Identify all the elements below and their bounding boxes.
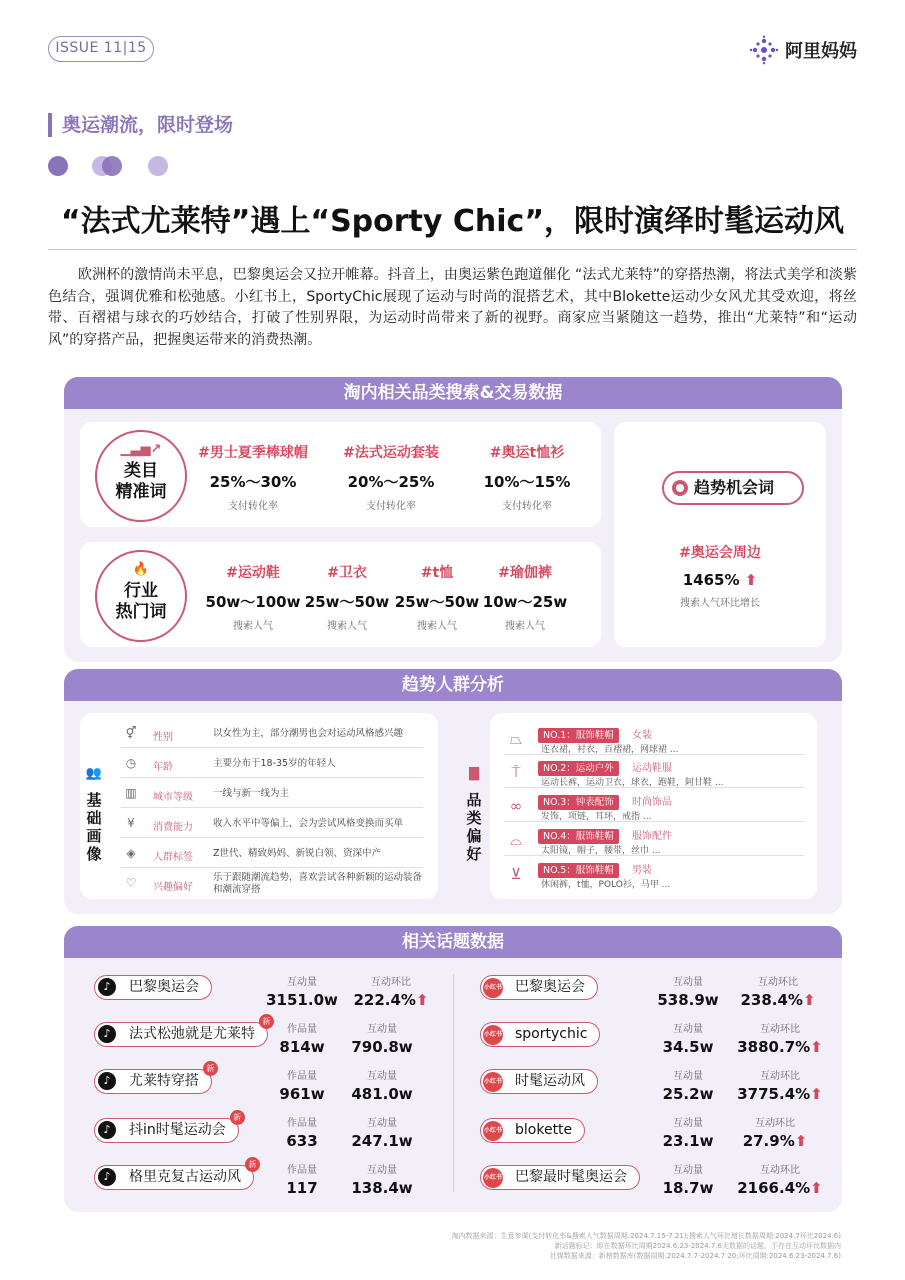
up-arrow-icon: ⬆	[739, 571, 758, 589]
preference-row: ⌓ NO.4：服饰鞋帽 服饰配件 太阳镜，帽子，腰带，丝巾 ...	[504, 826, 804, 856]
xiaohongshu-icon: 小红书	[483, 978, 503, 998]
xiaohongshu-icon: 小红书	[483, 1025, 503, 1045]
douyin-topic-metric-2: 互动量 790.8w	[351, 1024, 413, 1056]
intro-paragraph: 欧洲杯的激情尚未平息，巴黎奥运会又拉开帷幕。抖音上，由奥运紫色跑道催化 “法式尤莱特”的穿搭热潮，将法式美学和淡紫色结合，强调优雅和松弛感。小红书上，SportyChic展现了运动与时尚的混搭艺术，其中Blokette运动少女风尤其受欢迎，将丝带、百褶裙与球衣的巧妙结合，打破了性别界限，为运动时尚带来了新的视野。商家应当紧随这一趋势，推出“尤莱特”和“运动风”的穿搭产品，把握奥运带来的消费热潮。	[48, 267, 857, 348]
xhs-topic-metric-2: 互动环比 2166.4%⬆	[737, 1165, 823, 1197]
new-badge: 新	[230, 1110, 245, 1125]
xiaohongshu-icon: 小红书	[483, 1121, 503, 1141]
gender-icon: ⚥	[125, 726, 137, 740]
xhs-topic-metric-2: 互动环比 3775.4%⬆	[737, 1071, 823, 1103]
xhs-topic-metric-1: 互动量 34.5w	[662, 1024, 714, 1056]
footer-note-2: 新话题标记：即在数据环比周期2024.6.23-2024.7.6无数据的话题，不存在互动环比数据内	[554, 1242, 841, 1250]
douyin-topic-metric-1: 作品量 633	[286, 1118, 318, 1150]
new-badge: 新	[203, 1061, 218, 1076]
xhs-topic-pill: 小红书 blokette	[480, 1118, 585, 1143]
profile-row: ♡ 兴趣偏好 乐于跟随潮流趋势，喜欢尝试各种新颖的运动装备和潮流穿搭	[121, 868, 423, 898]
douyin-icon: ♪	[98, 1121, 116, 1139]
xhs-topic-pill: 小红书 巴黎最时髦奥运会	[480, 1165, 640, 1190]
people-icon: 👥	[85, 766, 103, 781]
preference-row: ⍑ NO.2：运动户外 运动鞋服 运动长裤，运动卫衣，球衣，跑鞋，阿甘鞋 ...	[504, 758, 804, 788]
topic-divider	[453, 974, 454, 1192]
page-title: “法式尤莱特”遇上“Sporty Chic”，限时演绎时髦运动风	[60, 204, 845, 239]
profile-row: ¥ 消费能力 收入水平中等偏上，会为尝试风格变换而买单	[121, 808, 423, 838]
douyin-icon: ♪	[98, 1072, 116, 1090]
brand-logo	[749, 35, 857, 65]
category-word-2: #法式运动套装 20%～25% 支付转化率	[343, 445, 439, 512]
xhs-topic-pill: 小红书 巴黎奥运会	[480, 975, 598, 1000]
xhs-topic-pill: 小红书 时髦运动风	[480, 1069, 598, 1094]
industry-word-1: #运动鞋 50w～100w 搜索人气	[205, 565, 301, 632]
profile-row: ▥ 城市等级 一线与新一线为主	[121, 778, 423, 808]
yen-icon: ¥	[127, 816, 135, 830]
up-arrow-icon: ⬆	[802, 991, 816, 1009]
douyin-topic-metric-2: 互动量 247.1w	[351, 1118, 413, 1150]
growth-chart-icon: ▁▃▅↗	[120, 442, 162, 457]
douyin-icon: ♪	[98, 1168, 116, 1186]
douyin-topic-metric-1: 作品量 117	[286, 1165, 318, 1197]
target-icon	[672, 480, 688, 496]
audience-panel-title: 趋势人群分析	[64, 669, 842, 701]
industry-words-label: 🔥 行业 热门词	[95, 550, 187, 642]
douyin-topic-pill: ♪ 巴黎奥运会	[94, 975, 212, 1000]
xhs-topic-metric-2: 互动环比 238.4%⬆	[740, 977, 816, 1009]
douyin-topic-metric-2: 互动环比 222.4%⬆	[353, 977, 429, 1009]
douyin-topic-pill: ♪ 尤莱特穿搭 新	[94, 1069, 212, 1094]
hat-icon: ⌓	[510, 831, 522, 849]
new-badge: 新	[259, 1014, 274, 1029]
footer-note-1: 淘内数据来源：生意参谋(支付转化率&搜索人气数据周期:2024.7.15-7.21);搜索人气环比增长数据周期:2024.7环比2024.6)	[451, 1232, 841, 1240]
category-word-3: #奥运t恤衫 10%～15% 支付转化率	[483, 445, 571, 512]
profile-row: ◷ 年龄 主要分布于18-35岁的年轻人	[121, 748, 423, 778]
douyin-topic-metric-1: 作品量 814w	[279, 1024, 325, 1056]
up-arrow-icon: ⬆	[810, 1085, 823, 1103]
decorative-dots	[48, 154, 178, 178]
section-tag: 奥运潮流，限时登场	[48, 113, 233, 137]
brand-name: 阿里妈妈	[785, 41, 857, 62]
industry-word-3: #t恤 25w～50w 搜索人气	[394, 565, 480, 632]
heart-icon: ♡	[125, 876, 137, 890]
douyin-icon: ♪	[98, 1025, 116, 1043]
douyin-topic-metric-2: 互动量 138.4w	[351, 1165, 413, 1197]
profile-row: ◈ 人群标签 Z世代、精致妈妈、新锐白领、资深中产	[121, 838, 423, 868]
new-badge: 新	[245, 1157, 260, 1172]
vest-icon: ⊻	[510, 865, 522, 883]
alimama-logo-icon	[749, 35, 779, 65]
preference-row: ∞ NO.3：钟表配饰 时尚饰品 发饰，项链，耳环，戒指 ...	[504, 792, 804, 822]
footer-note-3: 社媒数据来源：新榜数据库(数据周期:2024.7.7-2024.7.20;环比周期:2024.6.23-2024.7.6)	[549, 1252, 841, 1260]
douyin-topic-metric-1: 作品量 961w	[279, 1071, 325, 1103]
tag-icon: ◈	[126, 846, 136, 860]
xhs-topic-metric-1: 互动量 23.1w	[662, 1118, 714, 1150]
preference-label: ▇ 品类偏好	[464, 765, 484, 863]
profile-row: ⚥ 性别 以女性为主，部分潮男也会对运动风格感兴趣	[121, 718, 423, 748]
jacket-icon: ⍑	[511, 763, 521, 781]
fire-icon: 🔥	[132, 562, 150, 577]
age-icon: ◷	[125, 756, 137, 770]
xiaohongshu-icon: 小红书	[483, 1072, 503, 1092]
category-word-1: #男士夏季棒球帽 25%～30% 支付转化率	[198, 445, 308, 512]
xhs-topic-metric-1: 互动量 18.7w	[662, 1165, 714, 1197]
topic-panel-title: 相关话题数据	[64, 926, 842, 958]
skirt-icon: ⏢	[509, 730, 522, 748]
profile-label: 👥 基础画像	[85, 766, 103, 863]
search-trade-panel-title: 淘内相关品类搜索&交易数据	[64, 377, 842, 409]
opportunity-label: 趋势机会词	[662, 471, 804, 505]
xiaohongshu-icon: 小红书	[483, 1168, 503, 1188]
city-icon: ▥	[125, 786, 137, 800]
title-divider	[48, 249, 857, 250]
rings-icon: ∞	[509, 797, 523, 815]
up-arrow-icon: ⬆	[810, 1038, 823, 1056]
bar-chart-icon: ▇	[469, 766, 479, 781]
xhs-topic-metric-1: 互动量 25.2w	[662, 1071, 714, 1103]
up-arrow-icon: ⬆	[794, 1132, 808, 1150]
issue-badge: ISSUE 11|15	[48, 36, 154, 62]
douyin-topic-pill: ♪ 抖in时髦运动会 新	[94, 1118, 239, 1143]
industry-word-2: #卫衣 25w～50w 搜索人气	[304, 565, 390, 632]
douyin-topic-metric-1: 互动量 3151.0w	[266, 977, 338, 1009]
opportunity-word: #奥运会周边 1465% ⬆ 搜索人气环比增长	[679, 545, 761, 609]
xhs-topic-metric-2: 互动环比 27.9%⬆	[742, 1118, 808, 1150]
up-arrow-icon: ⬆	[810, 1179, 823, 1197]
xhs-topic-metric-2: 互动环比 3880.7%⬆	[737, 1024, 823, 1056]
douyin-topic-pill: ♪ 法式松弛就是尤莱特 新	[94, 1022, 268, 1047]
up-arrow-icon: ⬆	[415, 991, 429, 1009]
xhs-topic-pill: 小红书 sportychic	[480, 1022, 600, 1047]
preference-row: ⊻ NO.5：服饰鞋帽 男装 休闲裤，t恤，POLO衫，马甲 ...	[504, 860, 804, 890]
douyin-topic-metric-2: 互动量 481.0w	[351, 1071, 413, 1103]
opportunity-card	[614, 422, 826, 647]
xhs-topic-metric-1: 互动量 538.9w	[657, 977, 719, 1009]
douyin-icon: ♪	[98, 978, 116, 996]
category-words-label: ▁▃▅↗ 类目 精准词	[95, 430, 187, 522]
preference-row: ⏢ NO.1：服饰鞋帽 女装 连衣裙，衬衣，百褶裙，网球裙 ...	[504, 725, 804, 755]
douyin-topic-pill: ♪ 格里克复古运动风 新	[94, 1165, 254, 1190]
industry-word-4: #瑜伽裤 10w～25w 搜索人气	[482, 565, 568, 632]
